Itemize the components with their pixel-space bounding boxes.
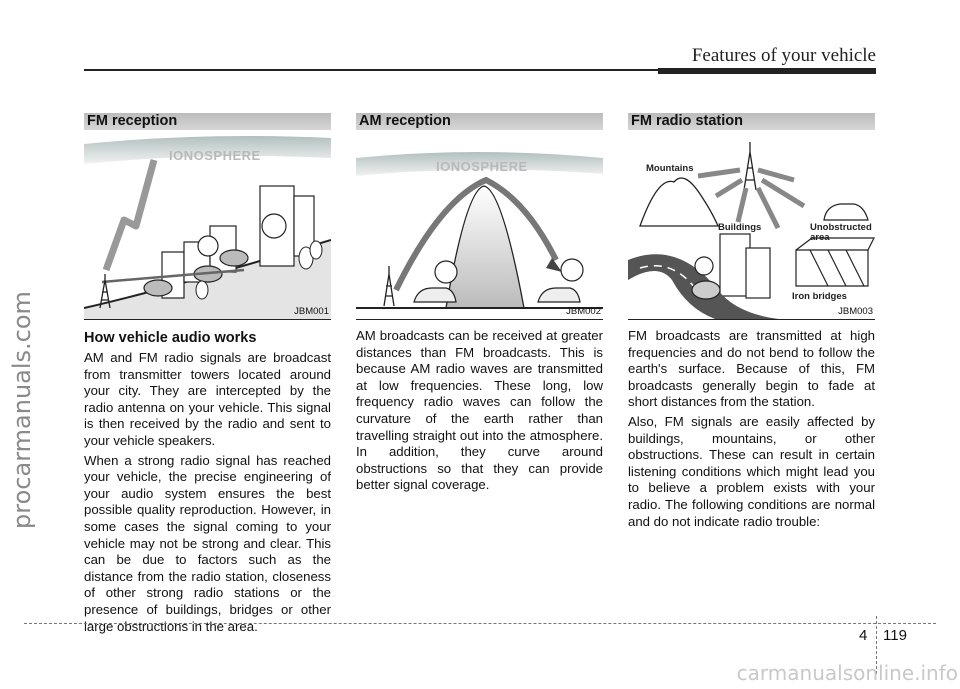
side-watermark	[2, 200, 42, 620]
body-text	[628, 328, 875, 530]
figure-code: JBM001	[294, 306, 329, 317]
iron-bridges-label: Iron bridges	[792, 291, 847, 302]
paragraph: AM and FM radio signals are broadcast from transmitter towers located around your city. They are intercepted by the radio antenna on your vehicle. This signal is then received by the radio and sent to your vehicle speakers.	[84, 350, 331, 448]
figure-fm-radio-station	[628, 130, 875, 320]
paragraph: Also, FM signals are easily affected by buildings, mountains, or other obstructions. These can result in certain listening conditions which might lead you to believe a problem exists with your radio. The following conditions are normal and do not indicate radio trouble:	[628, 413, 875, 529]
figure-fm-reception	[84, 130, 331, 320]
unobstructed-area-label: Unobstructed area	[810, 222, 872, 243]
ionosphere-label: IONOSPHERE	[436, 159, 528, 174]
side-watermark-text: procarmanuals.com	[8, 291, 36, 529]
figure-title-am-reception: AM reception	[356, 113, 603, 130]
figure-title-fm-radio-station: FM radio station	[628, 113, 875, 130]
paragraph: AM broadcasts can be received at greater distances than FM broadcasts. This is because AM radio waves are transmitted at low frequencies. These long, low frequency radio waves can follow the curvature of the earth rather than travelling straight out into the atmosphere. In addition, they curve around obstructions so that they can provide better signal coverage.	[356, 328, 603, 493]
column-1	[84, 113, 331, 638]
mountains-label: Mountains	[646, 163, 694, 174]
figure-am-reception	[356, 130, 603, 320]
footer-watermark: carmanualsonline.info	[736, 661, 958, 685]
figure-code: JBM002	[566, 306, 601, 317]
header-tab	[658, 68, 876, 74]
body-text	[356, 328, 603, 494]
column-2	[356, 113, 603, 497]
body-text	[84, 350, 331, 635]
figure-title-fm-reception: FM reception	[84, 113, 331, 130]
buildings-label: Buildings	[718, 222, 762, 233]
paragraph: FM broadcasts are transmitted at high frequencies and do not bend to follow the earth's surface. Because of this, FM broadcasts generally begin to fade at short distances from the station.	[628, 328, 875, 410]
paragraph: When a strong radio signal has reached your vehicle, the precise engineering of your audio system ensures the best possible quality reproduction. However, in some cases the signal coming to your vehicle may not be strong and clear. This can be due to factors such as the distance from the radio station, closeness of other strong radio stations or the presence of buildings, bridges or other large obstructions in the area.	[84, 452, 331, 634]
page-number: 119	[883, 627, 907, 644]
section-heading: How vehicle audio works	[84, 330, 257, 346]
figure-code: JBM003	[838, 306, 873, 317]
footer-rule	[24, 623, 936, 624]
chapter-number: 4	[859, 627, 868, 644]
ionosphere-label: IONOSPHERE	[169, 148, 261, 163]
section-title: Features of your vehicle	[691, 45, 876, 66]
column-3	[628, 113, 875, 533]
